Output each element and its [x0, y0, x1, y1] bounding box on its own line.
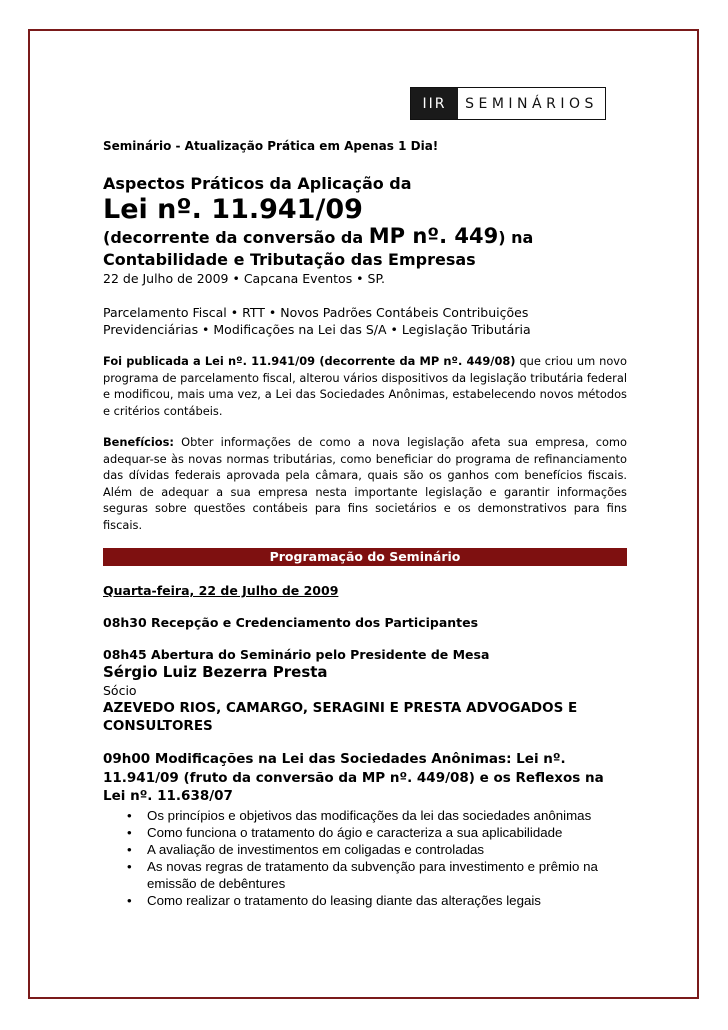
bullet-icon: • — [127, 892, 132, 908]
bullet-icon: • — [127, 824, 132, 840]
title-line-1: Aspectos Práticos da Aplicação da — [103, 174, 412, 193]
list-item — [103, 824, 627, 841]
title-mp-number: MP nº. 449 — [368, 224, 499, 248]
benefits-paragraph — [103, 434, 627, 533]
topics-list — [103, 304, 627, 338]
benefits-text: Obter informações de como a nova legislação afeta sua empresa, como adequar-se às novas normas tributárias, como beneficiar do programa de refinanciamento das dívidas federais aprovada pela câmara, quais são os ganhos com benefícios fiscais. Além de adequar a sua empresa nesta importante legislação e garantir informações seguras sobre questões contábeis para fins societários e os demonstrativos para fins fiscais. — [103, 435, 627, 532]
list-item — [103, 892, 627, 909]
event-date-venue: 22 de Julho de 2009 • Capcana Eventos • SP. — [103, 271, 386, 286]
agenda-item-opening: 08h45 Abertura do Seminário pelo Presidente de Mesa — [103, 647, 490, 662]
seminar-pretitle: Seminário - Atualização Prática em Apenas 1 Dia! — [103, 139, 439, 153]
title-law-number: Lei nº. 11.941/09 — [103, 194, 363, 225]
speaker-firm: AZEVEDO RIOS, CAMARGO, SERAGINI E PRESTA ADVOGADOS E CONSULTORES — [103, 700, 578, 734]
iir-seminarios-logo — [410, 87, 606, 120]
list-item-text: Os princípios e objetivos das modificações da lei das sociedades anônimas — [147, 807, 592, 823]
session-title: 09h00 Modificações na Lei das Sociedades Anônimas: Lei nº. 11.941/09 (fruto da conversão da MP nº. 449/08) e os Reflexos na Lei nº. 11.638/07 — [103, 751, 604, 804]
list-item — [103, 858, 627, 892]
session-topics-list — [103, 807, 627, 909]
intro-paragraph — [103, 353, 627, 419]
list-item-text: Como funciona o tratamento do ágio e caracteriza a sua aplicabilidade — [147, 824, 563, 840]
benefits-label: Benefícios: — [103, 435, 174, 449]
list-item-text: Como realizar o tratamento do leasing diante das alterações legais — [147, 892, 541, 908]
program-day: Quarta-feira, 22 de Julho de 2009 — [103, 583, 339, 598]
bullet-icon: • — [127, 858, 132, 874]
speaker-role: Sócio — [103, 683, 137, 698]
list-item — [103, 807, 627, 824]
speaker-name: Sérgio Luiz Bezerra Presta — [103, 663, 328, 681]
topics-line-2: Previdenciárias • Modificações na Lei das S/A • Legislação Tributária — [103, 322, 531, 337]
agenda-item-registration: 08h30 Recepção e Credenciamento dos Participantes — [103, 615, 479, 630]
bullet-icon: • — [127, 807, 132, 823]
logo-iir: IIR — [411, 88, 458, 119]
title-line-2-part-c: ) na — [498, 228, 534, 247]
list-item-text: A avaliação de investimentos em coligadas e controladas — [147, 841, 485, 857]
intro-bold: Foi publicada a Lei nº. 11.941/09 (decorrente da MP nº. 449/08) — [103, 354, 516, 368]
title-line-2-part-a: (decorrente da conversão da — [103, 228, 369, 247]
title-line-2 — [103, 225, 627, 249]
bullet-icon: • — [127, 841, 132, 857]
program-section-header: Programação do Seminário — [103, 548, 627, 566]
intro-text: que criou um novo programa de parcelamento fiscal, alterou vários dispositivos da legislação tributária federal e modificou, mais uma vez, a Lei das Sociedades Anônimas, estabelecendo novos métodos e critérios contábeis. — [103, 354, 628, 418]
document-body — [103, 138, 627, 909]
list-item-text: As novas regras de tratamento da subvenção para investimento e prêmio na emissão de debêntures — [147, 858, 598, 891]
list-item — [103, 841, 627, 858]
title-line-3: Contabilidade e Tributação das Empresas — [103, 250, 476, 269]
logo-seminarios: SEMINÁRIOS — [465, 95, 598, 112]
topics-line-1: Parcelamento Fiscal • RTT • Novos Padrões Contábeis Contribuições — [103, 305, 529, 320]
